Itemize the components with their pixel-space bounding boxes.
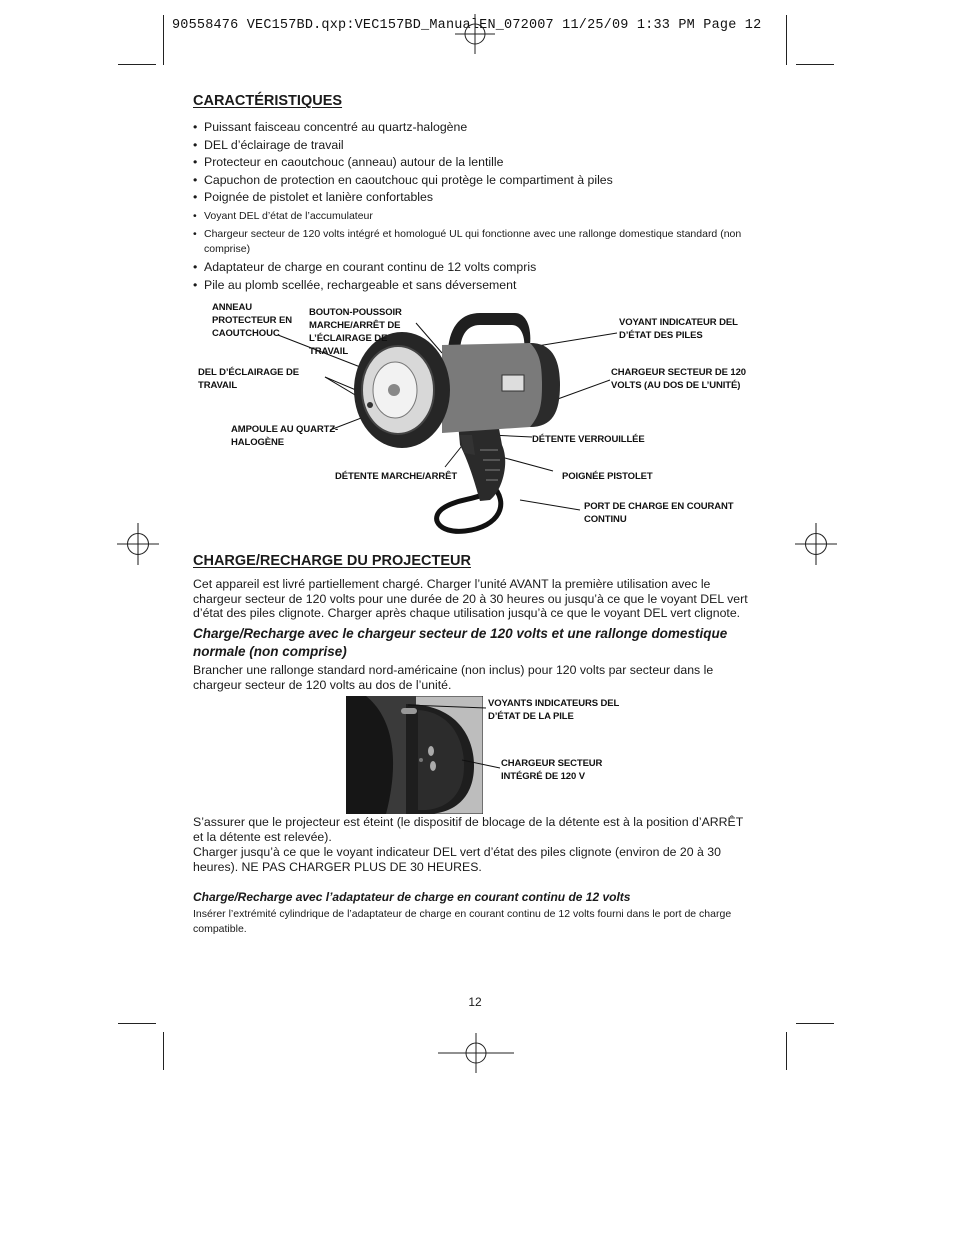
para-eteint: S’assurer que le projecteur est éteint (le dispositif de blocage de la détente est à la position d’ARRÊT et la détente est relevée). xyxy=(193,815,744,844)
page-number: 12 xyxy=(468,995,482,1009)
print-slug: 90558476 VEC157BD.qxp:VEC157BD_ManualEN_072007 11/25/09 1:33 PM Page 12 xyxy=(172,18,762,33)
crop-mark xyxy=(118,64,156,65)
label-port: PORT DE CHARGE EN COURANT CONTINU xyxy=(584,501,734,525)
label-chargeur-integre: CHARGEUR SECTEUR INTÉGRÉ DE 120 V xyxy=(501,758,603,782)
label-detente-verrouillee: DÉTENTE VERROUILLÉE xyxy=(532,434,645,445)
list-item: • Protecteur en caoutchouc (anneau) autour de la lentille xyxy=(193,154,763,172)
registration-mark-icon xyxy=(117,523,159,565)
list-item: • Poignée de pistolet et lanière confortables xyxy=(193,189,763,207)
label-poignee: POIGNÉE PISTOLET xyxy=(562,471,653,482)
label-anneau: ANNEAU PROTECTEUR EN CAOUTCHOUC xyxy=(212,302,292,339)
list-item: • Adaptateur de charge en courant continu de 12 volts compris xyxy=(193,259,763,277)
registration-mark-icon xyxy=(438,1033,514,1073)
crop-mark xyxy=(796,64,834,65)
crop-mark xyxy=(163,15,164,65)
label-bouton: BOUTON-POUSSOIR MARCHE/ARRÊT DE L’ÉCLAIRAGE DE TRAVAIL xyxy=(309,307,402,357)
crop-mark xyxy=(163,1032,164,1070)
list-item: • Pile au plomb scellée, rechargeable et sans déversement xyxy=(193,277,763,295)
label-chargeur: CHARGEUR SECTEUR DE 120 VOLTS (AU DOS DE L’UNITÉ) xyxy=(611,367,746,391)
crop-mark xyxy=(786,15,787,65)
registration-mark-icon xyxy=(795,523,837,565)
list-item: • DEL d’éclairage de travail xyxy=(193,137,763,155)
crop-mark xyxy=(118,1023,156,1024)
list-item: • Puissant faisceau concentré au quartz-halogène xyxy=(193,119,763,137)
list-item: • Voyant DEL d’état de l’accumulateur xyxy=(193,209,763,224)
label-detente: DÉTENTE MARCHE/ARRÊT xyxy=(335,471,458,482)
label-del: DEL D’ÉCLAIRAGE DE TRAVAIL xyxy=(198,367,299,391)
features-list xyxy=(193,119,763,294)
secteur-text: Brancher une rallonge standard nord-américaine (non inclus) pour 120 volts par secteur dans le chargeur secteur de 120 volts au dos de l’unité. xyxy=(193,663,714,692)
list-item: • Capuchon de protection en caoutchouc qui protège le compartiment à piles xyxy=(193,172,763,190)
label-ampoule: AMPOULE AU QUARTZ-HALOGÈNE xyxy=(231,424,339,448)
list-item: • Chargeur secteur de 120 volts intégré et homologué UL qui fonctionne avec une rallonge domestique standard (non comprise) xyxy=(193,227,763,257)
subheading-adaptateur: Charge/Recharge avec l’adaptateur de charge en courant continu de 12 volts xyxy=(193,890,631,904)
label-voyants: VOYANTS INDICATEURS DEL D’ÉTAT DE LA PILE xyxy=(488,698,620,722)
charge-heading: CHARGE/RECHARGE DU PROJECTEUR xyxy=(193,553,471,569)
crop-mark xyxy=(796,1023,834,1024)
para-charger: Charger jusqu’à ce que le voyant indicateur DEL vert d’état des piles clignote (environ de 20 à 30 heures). NE PAS CHARGER PLUS DE 30 HEURES. xyxy=(193,845,721,874)
charge-intro: Cet appareil est livré partiellement chargé. Charger l’unité AVANT la première utilisation avec le chargeur secteur de 120 volts pour une durée de 20 à 30 heures ou jusqu’à ce que le voyant DEL vert d’état des piles clignote. Charger après chaque utilisation jusqu’à ce que le voyant DEL vert clignote. xyxy=(193,577,748,620)
subheading-secteur: Charge/Recharge avec le chargeur secteur de 120 volts et une rallonge domestique normale (non comprise) xyxy=(193,626,728,659)
label-voyant: VOYANT INDICATEUR DEL D’ÉTAT DES PILES xyxy=(619,317,738,341)
registration-mark-icon xyxy=(455,14,495,54)
features-heading: CARACTÉRISTIQUES xyxy=(193,93,343,109)
adaptateur-text: Insérer l’extrémité cylindrique de l’adaptateur de charge en courant continu de 12 volts fourni dans le port de charge compatible. xyxy=(193,908,732,935)
crop-mark xyxy=(786,1032,787,1070)
